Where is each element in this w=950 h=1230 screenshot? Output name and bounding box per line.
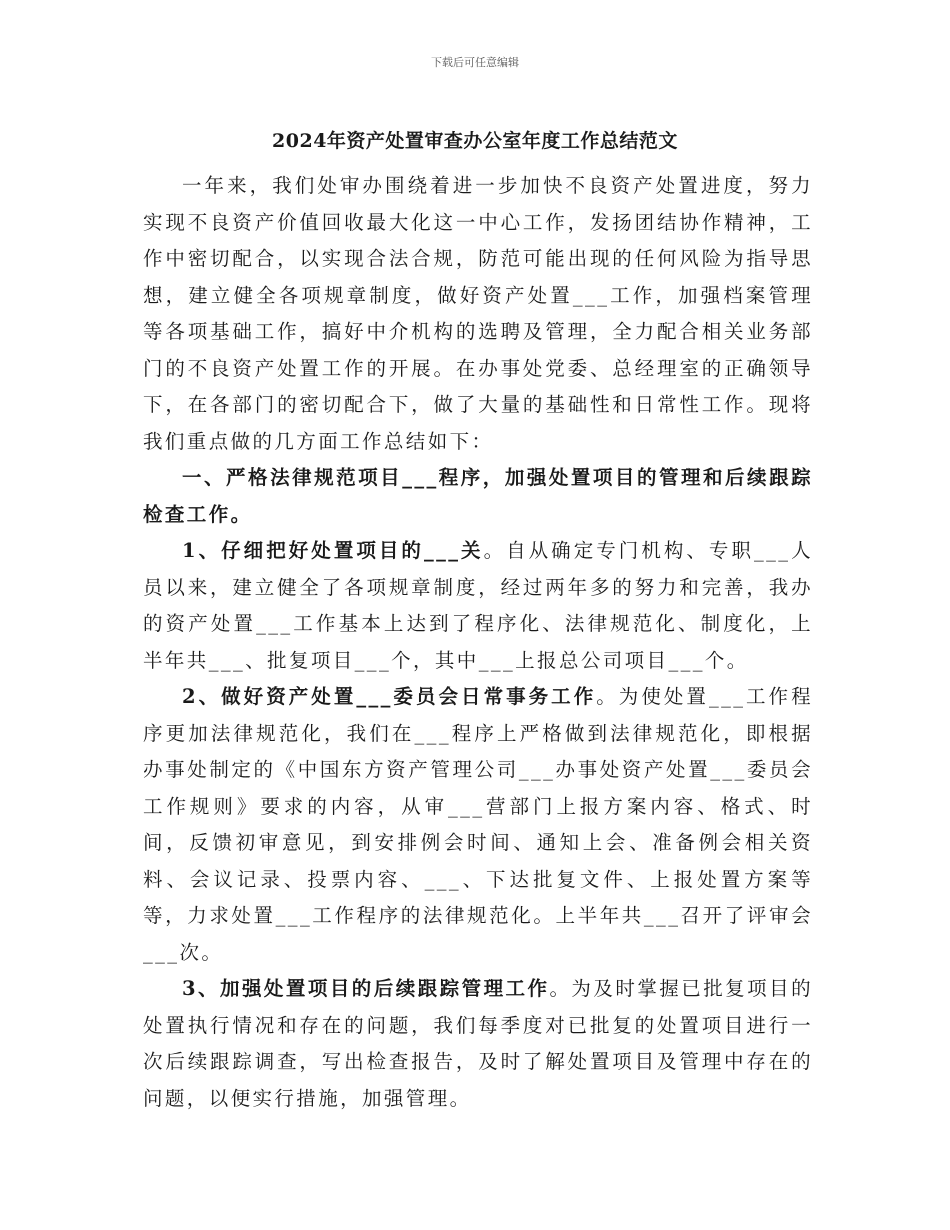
header-note: 下载后可任意编辑 (431, 56, 519, 69)
document-title: 2024年资产处置审查办公室年度工作总结范文 (272, 130, 678, 152)
item3-paragraph (143, 971, 813, 1117)
item2-paragraph (143, 679, 813, 971)
item2-text: 。为使处置___工作程序更加法律规范化，我们在___程序上严格做到法律规范化，即根据办事处制定的《中国东方资产管理公司___办事处资产处置___委员会工作规则》要求的内容，从审___营部门上报方案内容、格式、时间，反馈初审意见，到安排例会时间、通知上会、准备例会相关资料、会议记录、投票内容、___、下达批复文件、上报处置方案等等，力求处置___工作程序的法律规范化。上半年共___召开了评审会___次。 (143, 685, 813, 964)
item1-paragraph (143, 533, 813, 679)
document-body (143, 168, 813, 1117)
item1-heading: 1、仔细把好处置项目的___关 (182, 539, 484, 562)
intro-paragraph: 一年来，我们处审办围绕着进一步加快不良资产处置进度，努力实现不良资产价值回收最大化这一中心工作，发扬团结协作精神，工作中密切配合，以实现合法合规，防范可能出现的任何风险为指导思想，建立健全各项规章制度，做好资产处置___工作，加强档案管理等各项基础工作，搞好中介机构的选聘及管理，全力配合相关业务部门的不良资产处置工作的开展。在办事处党委、总经理室的正确领导下，在各部门的密切配合下，做了大量的基础性和日常性工作。现将我们重点做的几方面工作总结如下： (143, 174, 813, 453)
item3-text: 。为及时掌握已批复项目的处置执行情况和存在的问题，我们每季度对已批复的处置项目进行一次后续跟踪调查，写出检查报告，及时了解处置项目及管理中存在的问题，以便实行措施，加强管理。 (143, 977, 813, 1110)
item3-heading: 3、加强处置项目的后续跟踪管理工作 (182, 977, 550, 1000)
section1-heading: 一、严格法律规范项目___程序，加强处置项目的管理和后续跟踪检查工作。 (143, 466, 813, 526)
item1-text: 。自从确定专门机构、专职___人员以来，建立健全了各项规章制度，经过两年多的努力和完善，我办的资产处置___工作基本上达到了程序化、法律规范化、制度化，上半年共___、批复项目___个，其中___上报总公司项目___个。 (143, 539, 813, 672)
item2-heading: 2、做好资产处置___委员会日常事务工作 (182, 685, 597, 708)
